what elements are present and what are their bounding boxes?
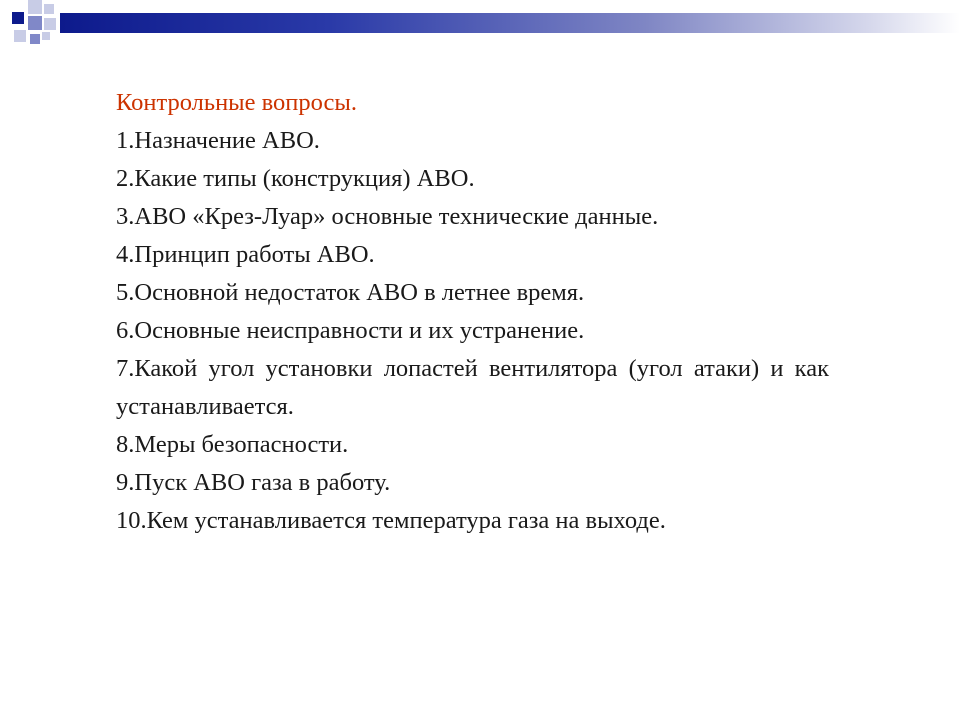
question-item: 7.Какой угол установки лопастей вентилятора (угол атаки) и как устанавливается. [116, 355, 829, 420]
deco-square [28, 0, 42, 14]
deco-square [30, 34, 40, 44]
header-decoration [0, 0, 960, 60]
slide-content [116, 84, 829, 540]
question-item: 5.Основной недостаток АВО в летнее время. [116, 279, 585, 306]
question-item: 2.Какие типы (конструкция) АВО. [116, 165, 475, 192]
deco-square [44, 18, 56, 30]
slide-heading: Контрольные вопросы. [116, 89, 357, 116]
header-gradient-bar [60, 13, 960, 33]
questions-list [116, 122, 829, 540]
question-item: 1.Назначение АВО. [116, 127, 320, 154]
deco-square [12, 12, 24, 24]
deco-square [44, 4, 54, 14]
deco-square [14, 30, 26, 42]
deco-square [28, 16, 42, 30]
question-item: 4.Принцип работы АВО. [116, 241, 375, 268]
question-item: 3.АВО «Крез-Луар» основные технические данные. [116, 203, 659, 230]
question-item: 6.Основные неисправности и их устранение. [116, 317, 585, 344]
question-item: 10.Кем устанавливается температура газа на выходе. [116, 507, 666, 534]
question-item: 9.Пуск АВО газа в работу. [116, 469, 391, 496]
question-item: 8.Меры безопасности. [116, 431, 349, 458]
deco-square [42, 32, 50, 40]
